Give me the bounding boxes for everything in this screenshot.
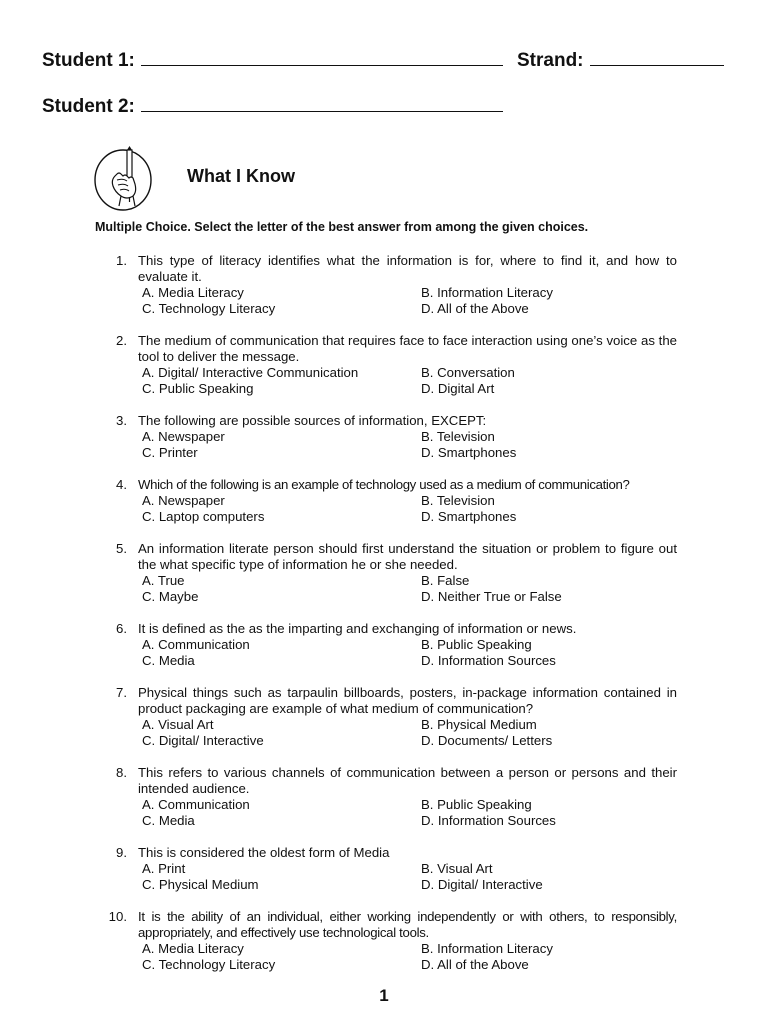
question-text: The following are possible sources of information, EXCEPT: bbox=[138, 413, 487, 428]
choice-c[interactable]: C. Public Speaking bbox=[142, 381, 254, 396]
question-text: The medium of communication that requires face to face interaction using one’s voice as the tool to deliver the message. bbox=[138, 333, 677, 364]
student1-field bbox=[42, 50, 503, 72]
choices bbox=[142, 941, 677, 973]
choice-d[interactable]: D. All of the Above bbox=[421, 957, 529, 972]
choice-c[interactable]: C. Technology Literacy bbox=[142, 301, 276, 316]
strand-field bbox=[517, 50, 724, 72]
choices bbox=[142, 573, 677, 605]
student1-blank[interactable] bbox=[141, 64, 503, 66]
choice-c[interactable]: C. Media bbox=[142, 813, 195, 828]
choices bbox=[142, 493, 677, 525]
question-number: 4. bbox=[116, 477, 127, 492]
choices bbox=[142, 365, 677, 397]
choices bbox=[142, 285, 677, 317]
choice-d[interactable]: D. Information Sources bbox=[421, 813, 556, 828]
question-3 bbox=[95, 413, 677, 461]
question-number: 6. bbox=[116, 621, 127, 636]
strand-label: Strand: bbox=[517, 50, 584, 71]
question-1 bbox=[95, 253, 677, 317]
question-10 bbox=[95, 909, 677, 973]
choice-b[interactable]: B. Information Literacy bbox=[421, 285, 553, 300]
student1-label: Student 1: bbox=[42, 50, 135, 71]
choice-a[interactable]: A. Newspaper bbox=[142, 429, 225, 444]
question-6 bbox=[95, 621, 677, 669]
choices bbox=[142, 797, 677, 829]
choice-b[interactable]: B. Public Speaking bbox=[421, 637, 532, 652]
question-number: 8. bbox=[116, 765, 127, 780]
choice-a[interactable]: A. Newspaper bbox=[142, 493, 225, 508]
choice-c[interactable]: C. Technology Literacy bbox=[142, 957, 276, 972]
choices bbox=[142, 861, 677, 893]
choice-d[interactable]: D. Information Sources bbox=[421, 653, 556, 668]
question-5 bbox=[95, 541, 677, 605]
instructions: Multiple Choice. Select the letter of the best answer from among the given choices. bbox=[95, 220, 589, 234]
choice-a[interactable]: A. Communication bbox=[142, 797, 250, 812]
student2-blank[interactable] bbox=[141, 110, 503, 112]
choice-b[interactable]: B. Information Literacy bbox=[421, 941, 553, 956]
question-text: This is considered the oldest form of Media bbox=[138, 845, 390, 860]
choice-d[interactable]: D. Digital Art bbox=[421, 381, 495, 396]
choice-d[interactable]: D. Neither True or False bbox=[421, 589, 562, 604]
question-text: It is defined as the as the imparting and exchanging of information or news. bbox=[138, 621, 577, 636]
choice-a[interactable]: A. Visual Art bbox=[142, 717, 214, 732]
question-number: 1. bbox=[116, 253, 127, 268]
choice-d[interactable]: D. All of the Above bbox=[421, 301, 529, 316]
choice-b[interactable]: B. Public Speaking bbox=[421, 797, 532, 812]
question-number: 10. bbox=[108, 909, 127, 924]
question-number: 5. bbox=[116, 541, 127, 556]
choice-a[interactable]: A. Print bbox=[142, 861, 186, 876]
choice-b[interactable]: B. False bbox=[421, 573, 470, 588]
choice-a[interactable]: A. True bbox=[142, 573, 185, 588]
choice-b[interactable]: B. Conversation bbox=[421, 365, 515, 380]
choice-a[interactable]: A. Media Literacy bbox=[142, 941, 244, 956]
choice-c[interactable]: C. Digital/ Interactive bbox=[142, 733, 264, 748]
question-8 bbox=[95, 765, 677, 829]
question-number: 2. bbox=[116, 333, 127, 348]
hand-holding-pencil-icon bbox=[93, 146, 155, 212]
choice-c[interactable]: C. Media bbox=[142, 653, 195, 668]
choice-b[interactable]: B. Television bbox=[421, 429, 495, 444]
choice-d[interactable]: D. Smartphones bbox=[421, 445, 517, 460]
choice-c[interactable]: C. Laptop computers bbox=[142, 509, 265, 524]
question-text: Physical things such as tarpaulin billboards, posters, in-package information contained in product packaging are example of what medium of communication? bbox=[138, 685, 677, 716]
section-title: What I Know bbox=[187, 166, 295, 186]
question-2 bbox=[95, 333, 677, 397]
choice-c[interactable]: C. Printer bbox=[142, 445, 198, 460]
choice-b[interactable]: B. Physical Medium bbox=[421, 717, 537, 732]
question-text: It is the ability of an individual, either working independently or with others, to responsibly, appropriately, and effectively use technological tools. bbox=[138, 909, 677, 940]
question-4 bbox=[95, 477, 677, 525]
choice-c[interactable]: C. Physical Medium bbox=[142, 877, 259, 892]
choices bbox=[142, 637, 677, 669]
choice-d[interactable]: D. Documents/ Letters bbox=[421, 733, 553, 748]
question-number: 7. bbox=[116, 685, 127, 700]
choice-b[interactable]: B. Visual Art bbox=[421, 861, 493, 876]
question-text: An information literate person should first understand the situation or problem to figure out the what specific type of information he or she needed. bbox=[138, 541, 677, 572]
question-7 bbox=[95, 685, 677, 749]
page-number: 1 bbox=[379, 986, 389, 1005]
choices bbox=[142, 429, 677, 461]
choice-d[interactable]: D. Digital/ Interactive bbox=[421, 877, 543, 892]
student2-label: Student 2: bbox=[42, 96, 135, 117]
choice-a[interactable]: A. Digital/ Interactive Communication bbox=[142, 365, 359, 380]
question-text: This type of literacy identifies what the information is for, where to find it, and how to evaluate it. bbox=[138, 253, 677, 284]
question-list bbox=[95, 253, 677, 989]
choice-b[interactable]: B. Television bbox=[421, 493, 495, 508]
choices bbox=[142, 717, 677, 749]
choice-d[interactable]: D. Smartphones bbox=[421, 509, 517, 524]
question-number: 9. bbox=[116, 845, 127, 860]
strand-blank[interactable] bbox=[590, 64, 724, 66]
choice-a[interactable]: A. Media Literacy bbox=[142, 285, 244, 300]
question-9 bbox=[95, 845, 677, 893]
choice-a[interactable]: A. Communication bbox=[142, 637, 250, 652]
student2-field bbox=[42, 96, 503, 118]
question-number: 3. bbox=[116, 413, 127, 428]
choice-c[interactable]: C. Maybe bbox=[142, 589, 199, 604]
question-text: Which of the following is an example of technology used as a medium of communication? bbox=[138, 477, 630, 492]
question-text: This refers to various channels of communication between a person or persons and their intended audience. bbox=[138, 765, 677, 796]
